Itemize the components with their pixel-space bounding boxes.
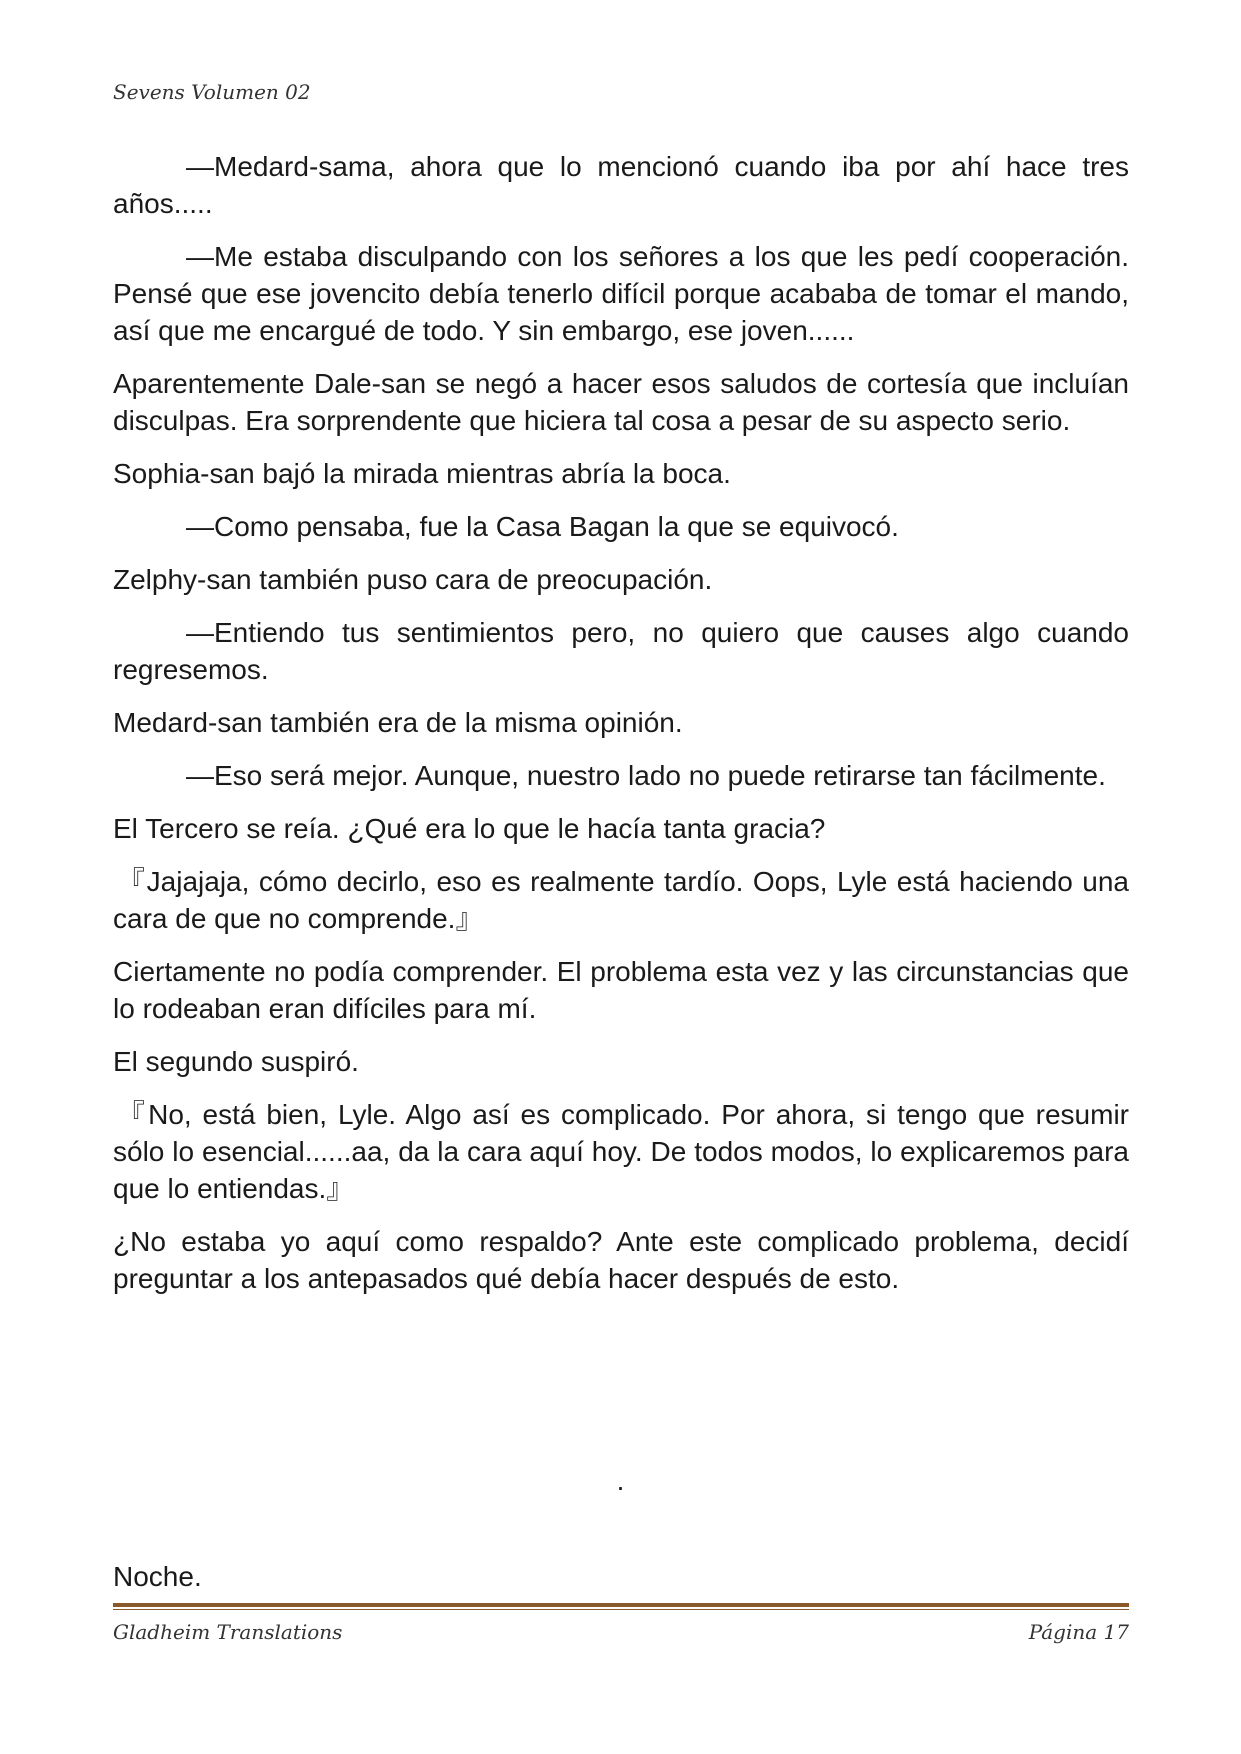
narration-paragraph: ¿No estaba yo aquí como respaldo? Ante este complicado problema, decidí preguntar a los antepasados qué debía hacer después de esto. — [113, 1226, 1129, 1294]
dialogue-paragraph: —Entiendo tus sentimientos pero, no quiero que causes algo cuando regresemos. — [113, 617, 1129, 685]
footer-page-number: Página 17 — [1028, 1620, 1129, 1644]
body-text — [113, 148, 1129, 1313]
dialogue-paragraph: —Eso será mejor. Aunque, nuestro lado no puede retirarse tan fácilmente. — [186, 760, 1106, 791]
narration-paragraph: Zelphy-san también puso cara de preocupación. — [113, 564, 713, 595]
page-header-title: Sevens Volumen 02 — [113, 80, 311, 104]
narration-paragraph: Aparentemente Dale-san se negó a hacer esos saludos de cortesía que incluían disculpas. Era sorprendente que hiciera tal cosa a pesar de su aspecto serio. — [113, 368, 1129, 436]
narration-paragraph: El segundo suspiró. — [113, 1046, 359, 1077]
footer-divider-thin — [113, 1609, 1129, 1610]
footer-divider — [113, 1603, 1129, 1607]
dialogue-paragraph: —Como pensaba, fue la Casa Bagan la que se equivocó. — [186, 511, 899, 542]
narration-paragraph: Medard-san también era de la misma opinión. — [113, 707, 683, 738]
jewel-voice-paragraph: 『No, está bien, Lyle. Algo así es complicado. Por ahora, si tengo que resumir sólo lo esencial......aa, da la cara aquí hoy. De todos modos, lo explicaremos para que lo entiendas.』 — [113, 1099, 1129, 1204]
scene-separator: . — [616, 1465, 625, 1496]
narration-paragraph: El Tercero se reía. ¿Qué era lo que le hacía tanta gracia? — [113, 813, 826, 844]
narration-paragraph: Sophia-san bajó la mirada mientras abría la boca. — [113, 458, 731, 489]
dialogue-paragraph: —Medard-sama, ahora que lo mencionó cuando iba por ahí hace tres años..... — [113, 151, 1129, 219]
closing-paragraph: Noche. — [113, 1561, 202, 1592]
dialogue-paragraph: —Me estaba disculpando con los señores a los que les pedí cooperación. Pensé que ese jovencito debía tenerlo difícil porque acababa de tomar el mando, así que me encargué de todo. Y sin embargo, ese joven...... — [113, 241, 1129, 346]
footer-translator: Gladheim Translations — [113, 1620, 343, 1644]
jewel-voice-paragraph: 『Jajajaja, cómo decirlo, eso es realmente tardío. Oops, Lyle está haciendo una cara de que no comprende.』 — [113, 866, 1129, 934]
narration-paragraph: Ciertamente no podía comprender. El problema esta vez y las circunstancias que lo rodeaban eran difíciles para mí. — [113, 956, 1129, 1024]
